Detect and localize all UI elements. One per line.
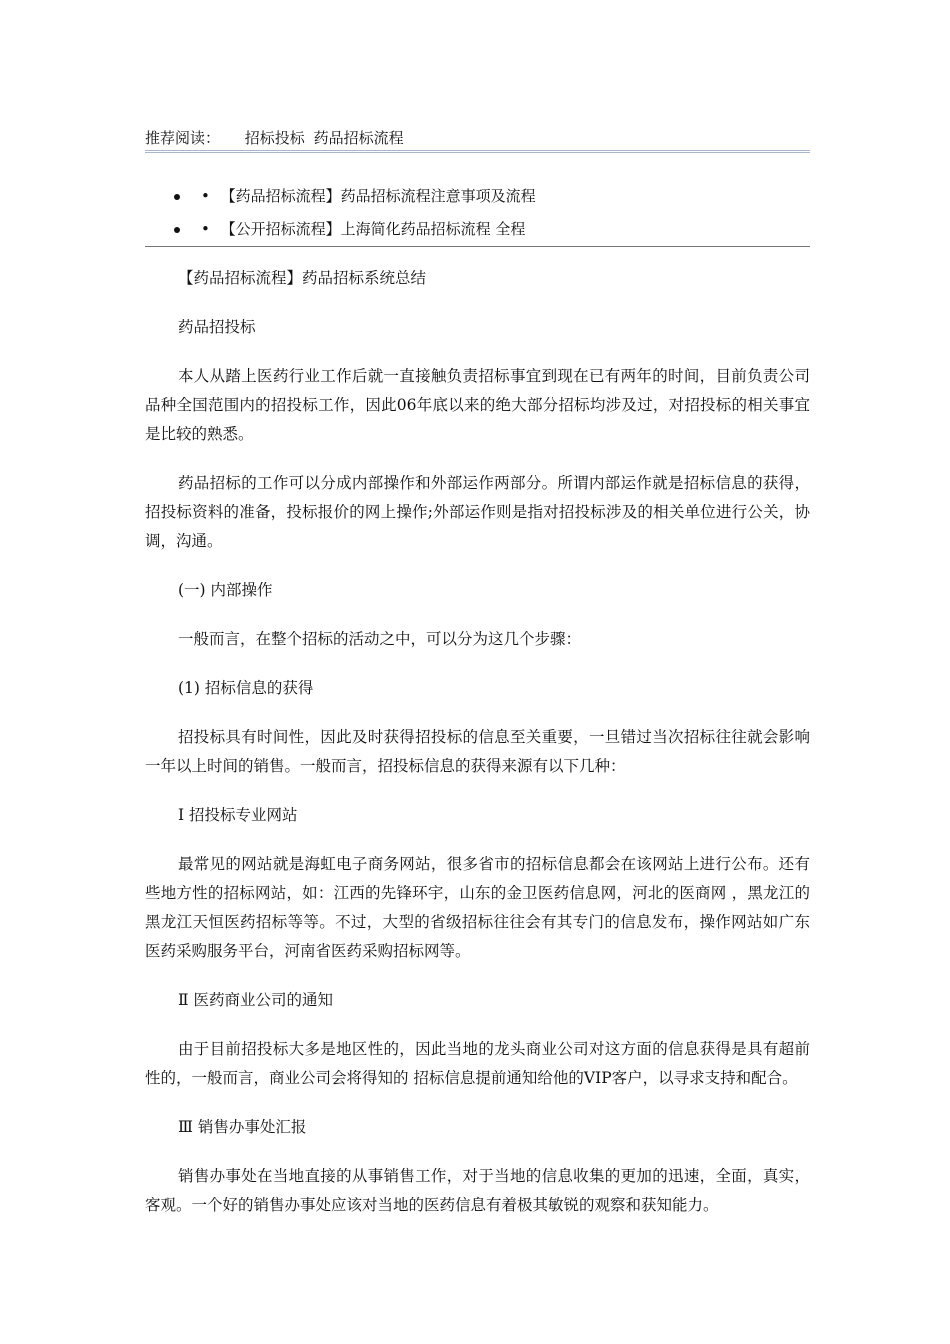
bullet-dot-icon [174,194,180,200]
section-heading-internal: (一) 内部操作 [178,581,273,599]
paragraph-intro: 本人从踏上医药行业工作后就一直接触负责招标事宜到现在已有两年的时间，目前负责公司品种全国范围内的招投标工作，因此06年底以来的绝大部分招标均涉及过，对招投标的相关事宜是比较的熟悉。 [145,367,810,443]
paragraph-overview: 药品招标的工作可以分成内部操作和外部运作两部分。所谓内部运作就是招标信息的获得，招投标资料的准备，投标报价的网上操作;外部运作则是指对招投标涉及的相关单位进行公关，协调，沟通。 [145,474,810,550]
related-links-list [145,180,810,247]
related-link-text[interactable]: 【公开招标流程】上海简化药品招标流程 全程 [220,220,526,238]
subheading-websites: Ⅰ 招投标专业网站 [178,806,298,824]
article-body [145,264,810,1220]
bullet-dot-icon [174,227,180,233]
recommend-tag-bidding[interactable]: 招标投标 [244,129,305,147]
related-link-item[interactable] [145,180,810,213]
bullet-mark: • [201,187,210,205]
paragraph-steps: 一般而言，在整个招标的活动之中，可以分为这几个步骤： [178,630,582,648]
subheading-sales-office: Ⅲ 销售办事处汇报 [178,1118,307,1136]
paragraph-commercial: 由于目前招投标大多是地区性的，因此当地的龙头商业公司对这方面的信息获得是具有超前性的，一般而言，商业公司会将得知的 招标信息提前通知给他的VIP客户，以寻求支持和配合。 [145,1040,810,1087]
section-heading-info: (1) 招标信息的获得 [178,679,314,697]
paragraph-websites: 最常见的网站就是海虹电子商务网站，很多省市的招标信息都会在该网站上进行公布。还有些地方性的招标网站，如：江西的先锋环宇，山东的金卫医药信息网，河北的医商网 ，黑龙江的黑龙江天恒医药招标等等。不过，大型的省级招标往往会有其专门的信息发布，操作网站如广东医药采购服务平台，河南省医药采购招标网等。 [145,855,810,960]
related-link-text[interactable]: 【药品招标流程】药品招标流程注意事项及流程 [220,187,536,205]
article-subtitle: 药品招投标 [178,318,256,336]
paragraph-sales-office: 销售办事处在当地直接的从事销售工作，对于当地的信息收集的更加的迅速，全面，真实，客观。一个好的销售办事处应该对当地的医药信息有着极其敏锐的观察和获知能力。 [145,1167,810,1214]
subheading-commercial: Ⅱ 医药商业公司的通知 [178,991,333,1009]
recommend-bar [145,126,810,153]
paragraph-timeliness: 招投标具有时间性，因此及时获得招投标的信息至关重要，一旦错过当次招标往往就会影响一年以上时间的销售。一般而言，招投标信息的获得来源有以下几种： [145,728,810,775]
recommend-tag-drug-bidding-process[interactable]: 药品招标流程 [313,129,404,147]
article-title: 【药品招标流程】药品招标系统总结 [178,269,427,287]
bullet-mark: • [201,220,210,238]
recommend-label: 推荐阅读： [145,129,221,147]
related-link-item[interactable] [145,213,810,246]
